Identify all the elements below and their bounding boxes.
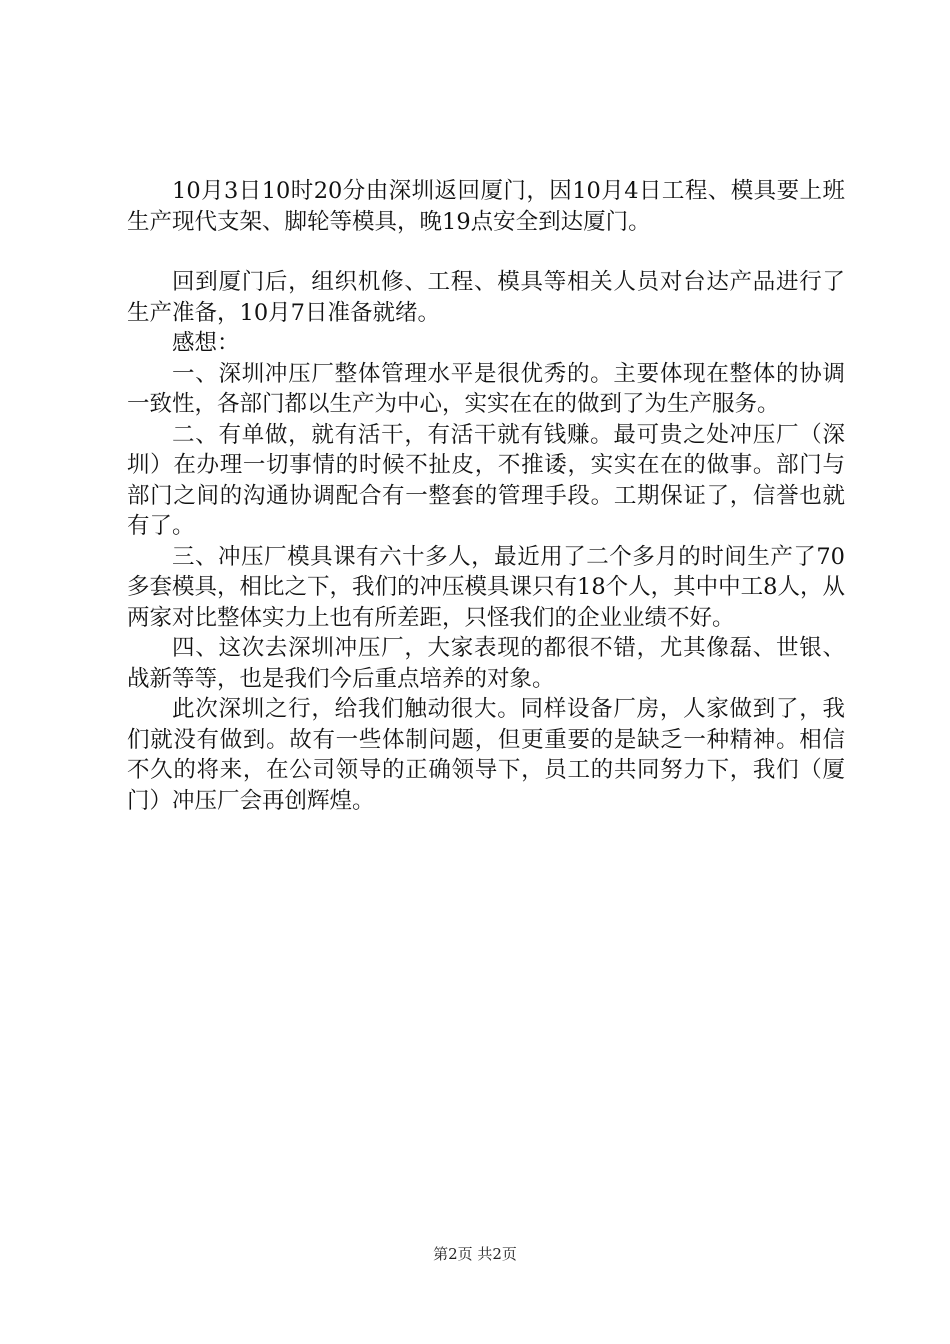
paragraph-return-trip: 10月3日10时20分由深圳返回厦门，因10月4日工程、模具要上班生产现代支架、脚轮等模具，晚19点安全到达厦门。 (127, 178, 845, 235)
paragraph-conclusion: 此次深圳之行，给我们触动很大。同样设备厂房，人家做到了，我们就没有做到。故有一些体制问题，但更重要的是缺乏一种精神。相信不久的将来，在公司领导的正确领导下，员工的共同努力下，我们（厦门）冲压厂会再创辉煌。 (127, 696, 845, 814)
paragraph-production-prep: 回到厦门后，组织机修、工程、模具等相关人员对台达产品进行了生产准备，10月7日准备就绪。 (127, 269, 845, 326)
paragraph-point-three: 三、冲压厂模具课有六十多人，最近用了二个多月的时间生产了70多套模具，相比之下，我们的冲压模具课只有18个人，其中中工8人，从两家对比整体实力上也有所差距，只怪我们的企业业绩不好。 (127, 543, 845, 631)
paragraph-point-four: 四、这次去深圳冲压厂，大家表现的都很不错，尤其像磊、世银、战新等等，也是我们今后重点培养的对象。 (127, 635, 845, 692)
page-number-footer: 第2页 共2页 (433, 1245, 517, 1263)
paragraph-reflections-heading: 感想： (172, 330, 240, 356)
paragraph-point-two: 二、有单做，就有活干，有活干就有钱赚。最可贵之处冲压厂（深圳）在办理一切事情的时候不扯皮，不推诿，实实在在的做事。部门与部门之间的沟通协调配合有一整套的管理手段。工期保证了，信誉也就有了。 (127, 421, 845, 539)
document-body (127, 176, 845, 816)
paragraph-point-one: 一、深圳冲压厂整体管理水平是很优秀的。主要体现在整体的协调一致性，各部门都以生产为中心，实实在在的做到了为生产服务。 (127, 360, 845, 417)
